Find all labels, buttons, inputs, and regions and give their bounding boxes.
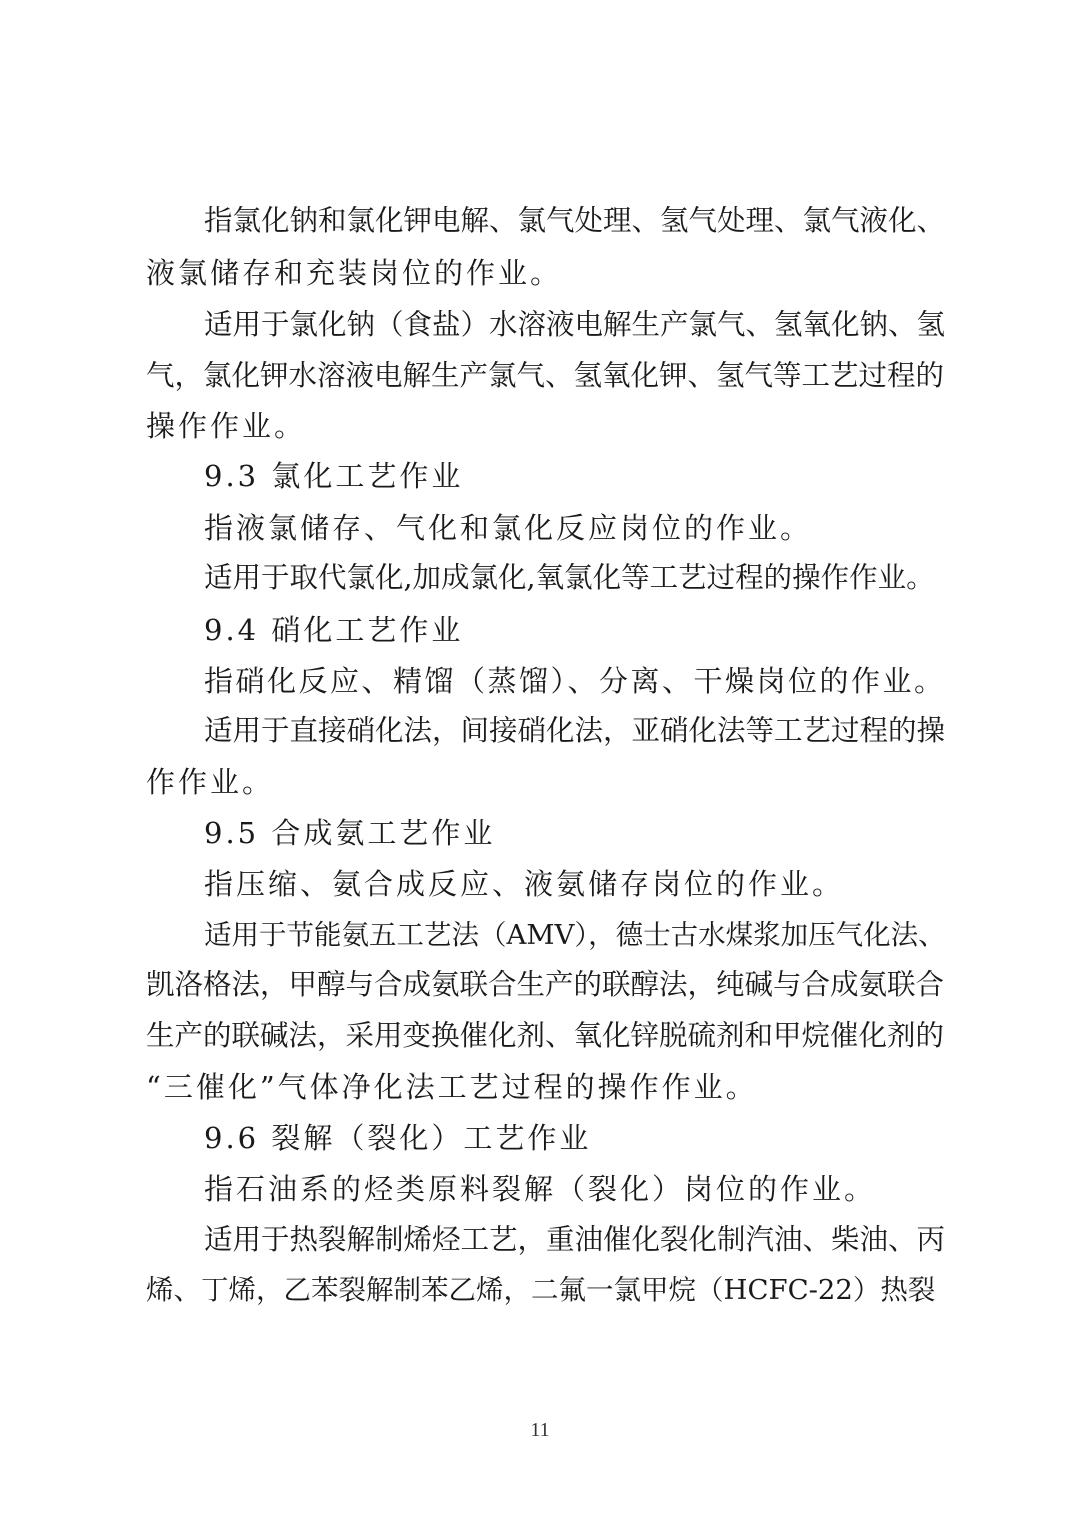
paragraph-line: 适用于热裂解制烯烃工艺，重油催化裂化制汽油、柴油、丙 [204,1223,946,1256]
paragraph-line: 指石油系的烃类原料裂解（裂化）岗位的作业。 [204,1172,877,1206]
paragraph-line: 适用于取代氯化,加成氯化,氧氯化等工艺过程的操作作业。 [204,561,935,594]
paragraph-line: 烯、丁烯，乙苯裂解制苯乙烯，二氟一氯甲烷（HCFC-22）热裂 [146,1274,936,1306]
section-heading: 9.3 氯化工艺作业 [204,459,464,493]
paragraph-line: 生产的联碱法，采用变换催化剂、氧化锌脱硫剂和甲烷催化剂的 [146,1019,945,1052]
section-heading: 9.6 裂解（裂化）工艺作业 [204,1121,592,1155]
paragraph-line: “三催化”气体净化法工艺过程的操作作业。 [146,1070,758,1104]
paragraph-line: 操作作业。 [146,409,307,443]
paragraph-line: 凯洛格法，甲醇与合成氨联合生产的联醇法，纯碱与合成氨联合 [146,968,945,1001]
section-heading: 9.4 硝化工艺作业 [204,613,464,647]
paragraph-line: 指氯化钠和氯化钾电解、氯气处理、氢气处理、氯气液化、 [204,204,946,237]
paragraph-line: 气，氯化钾水溶液电解生产氯气、氢氧化钾、氢气等工艺过程的 [146,359,945,392]
paragraph-line: 液氯储存和充装岗位的作业。 [146,256,563,290]
section-heading: 9.5 合成氨工艺作业 [204,816,496,850]
paragraph-line: 指压缩、氨合成反应、液氨储存岗位的作业。 [204,867,845,901]
paragraph-line: 作作业。 [146,765,275,799]
page-number: 11 [530,1419,550,1441]
paragraph-line: 适用于节能氨五工艺法（AMV），德士古水煤浆加压气化法、 [204,919,946,951]
paragraph-line: 指液氯储存、气化和氯化反应岗位的作业。 [204,511,813,545]
paragraph-line: 适用于直接硝化法，间接硝化法，亚硝化法等工艺过程的操 [204,714,946,747]
paragraph-line: 指硝化反应、精馏（蒸馏）、分离、干燥岗位的作业。 [204,664,946,698]
paragraph-line: 适用于氯化钠（食盐）水溶液电解生产氯气、氢氧化钠、氢 [204,308,946,341]
